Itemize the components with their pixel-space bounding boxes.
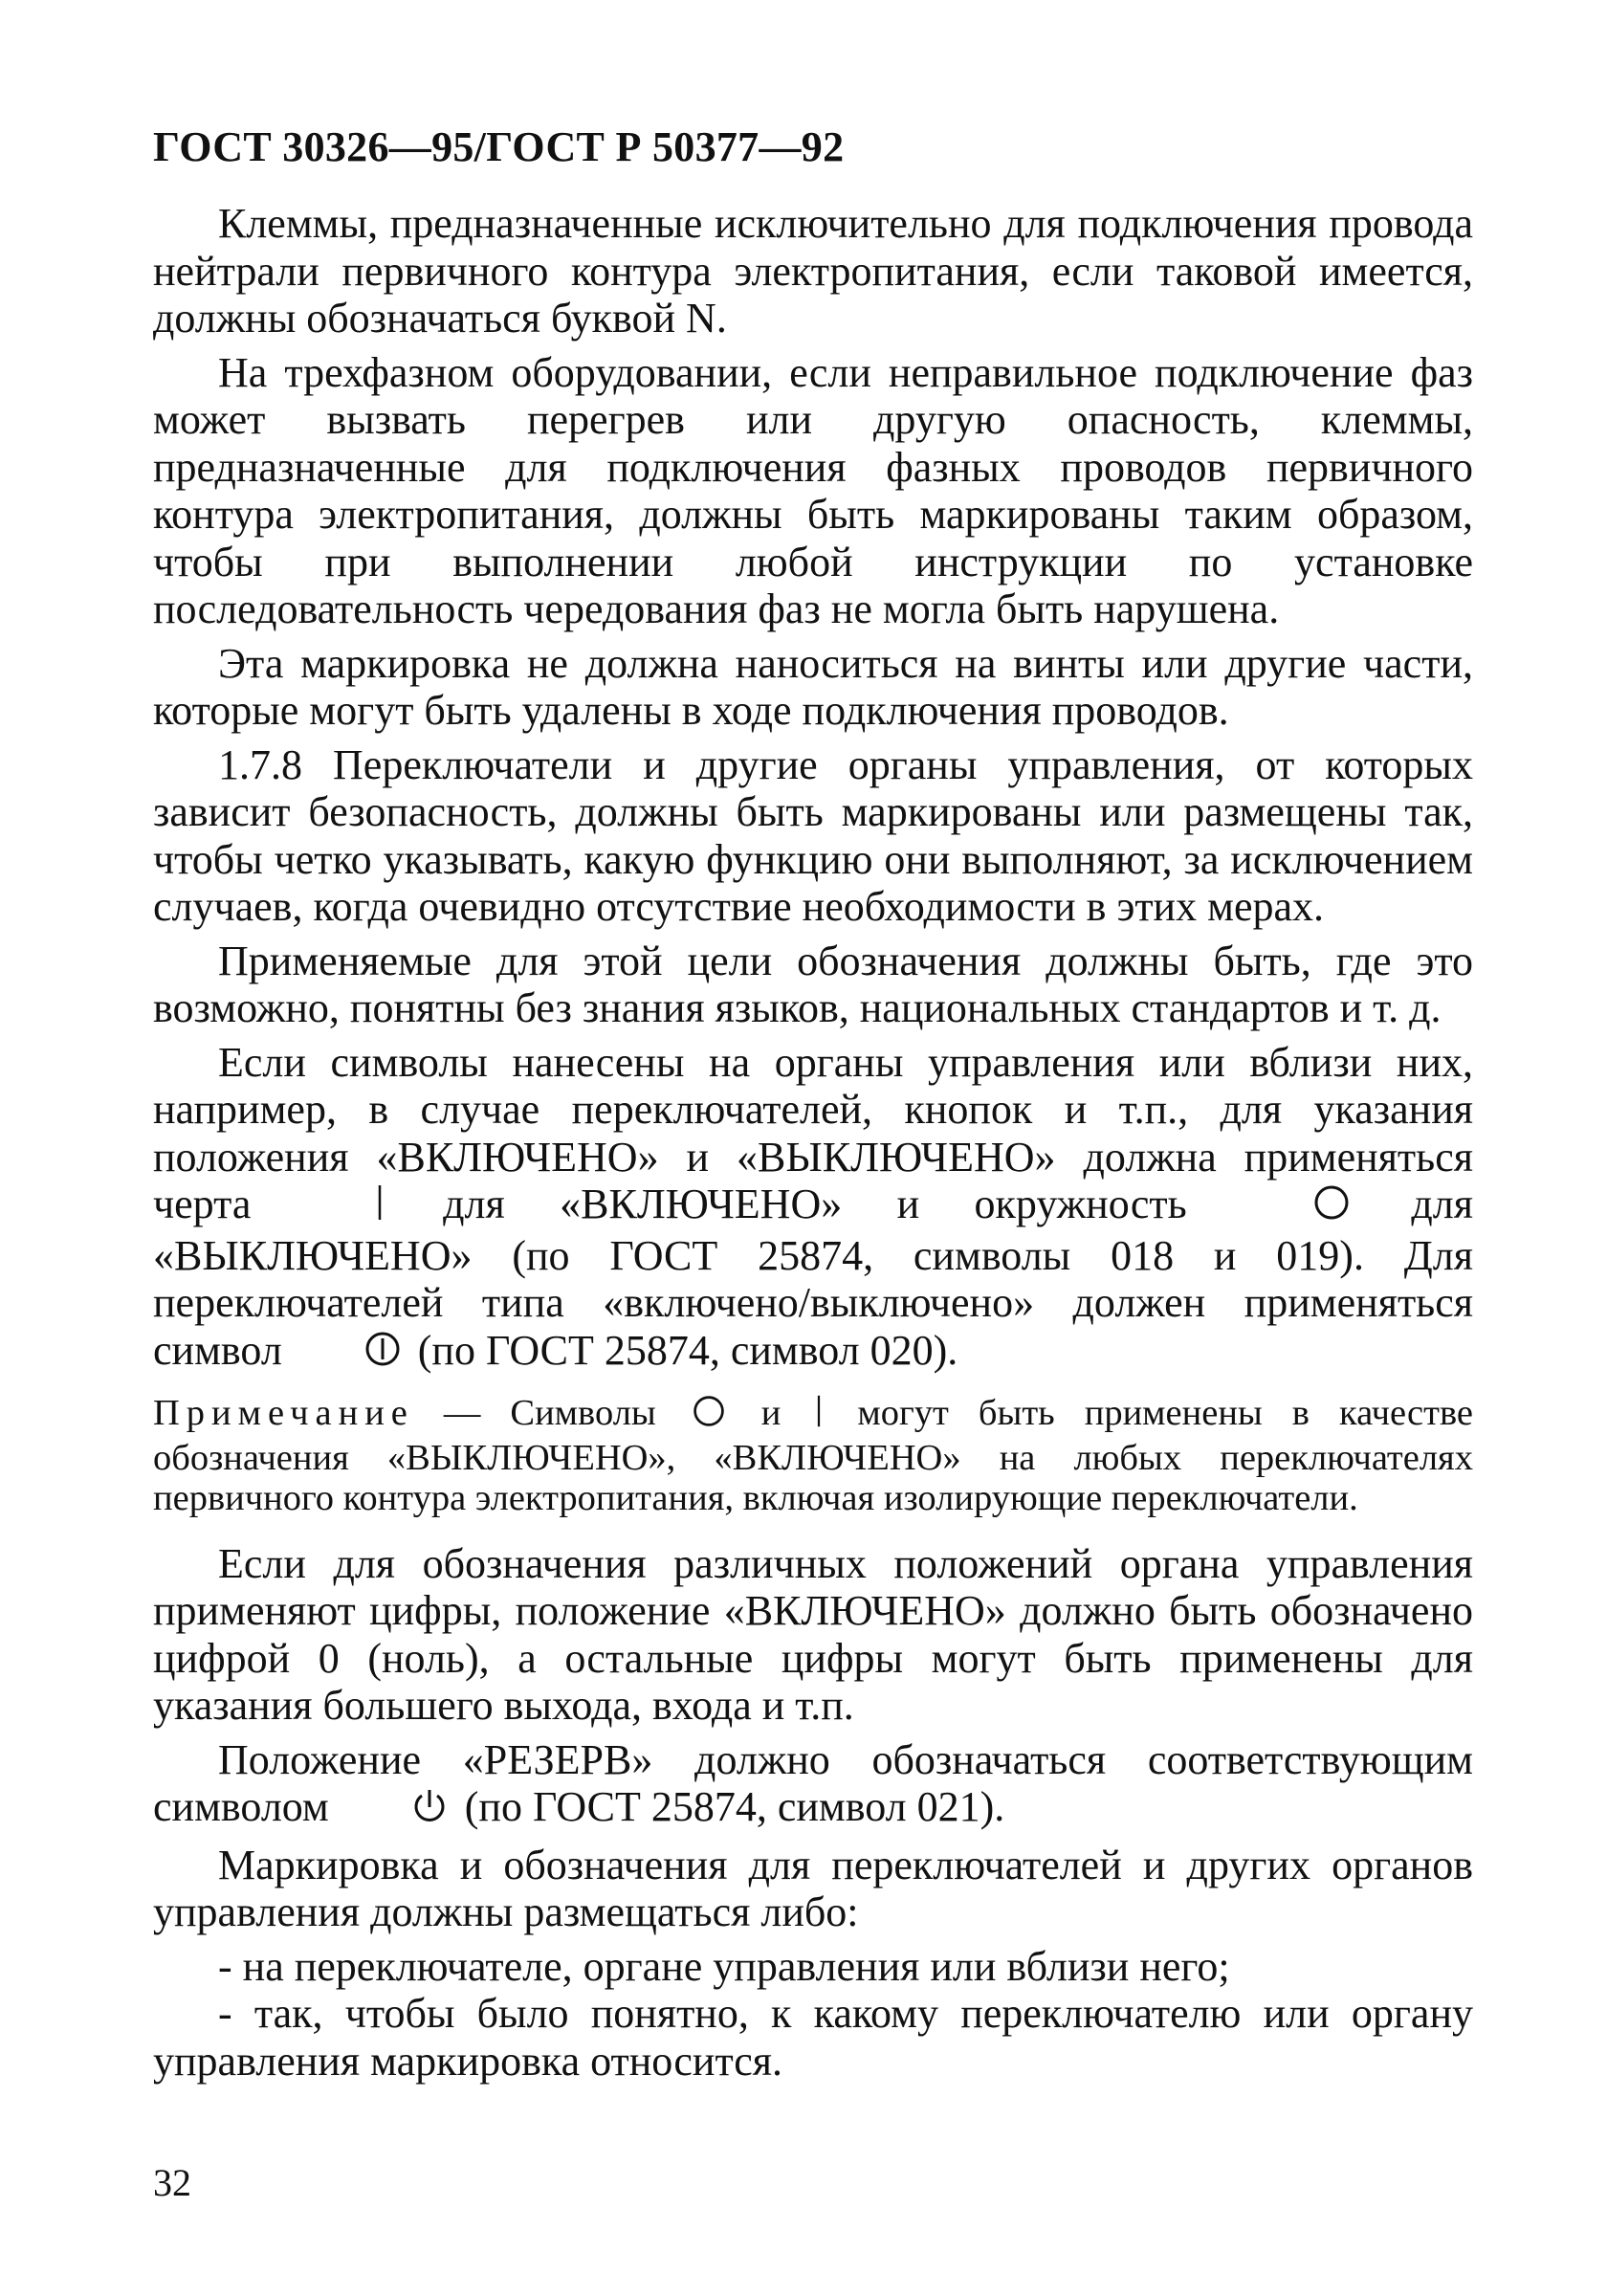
document-header: ГОСТ 30326—95/ГОСТ Р 50377—92 [153,123,845,170]
paragraph-1-7-8: 1.7.8 Переключатели и другие органы управления, от которых зависит безопасность, должны быть маркированы или размещены так, чтобы четко указывать, какую функцию они выполняют, за исключением случаев, когда очевидно отсутствие необходимости в этих мерах. [153,740,1473,930]
note-text-3: могут быть применены в качестве обозначения «ВЫКЛЮЧЕНО», «ВКЛЮЧЕНО» на любых переключателях первичного контура электропитания, включая изолирующие переключатели. [153,1393,1473,1518]
note-label: Примечание [153,1393,414,1433]
note-text-1: — Символы [443,1393,656,1433]
off-circle-icon [692,1394,726,1438]
list-item: - на переключателе, органе управления или вблизи него; [218,1942,1230,1990]
paragraph-symbols-text-1: Если символы нанесены на органы управления или вблизи них, например, в случае переключателей, кнопок и т.п., для указания положения «ВКЛЮЧЕНО» и «ВЫКЛЮЧЕНО» должна применяться черта [153,1038,1473,1227]
paragraph-standby-text-1: Положение «РЕЗЕРВ» должно обозначаться соответствующим символом [153,1735,1473,1830]
note-text-2: и [760,1393,781,1433]
document-page [153,122,1473,2085]
on-off-icon [298,1330,402,1379]
list-item: - так, чтобы было понятно, к какому переключателю или органу управления маркировка относится. [153,1990,1473,2085]
page-number: 32 [153,2161,191,2204]
paragraph-standby [153,1736,1473,1835]
on-line-icon [312,1183,383,1232]
paragraph-symbols-text-4: (по ГОСТ 25874, символ 020). [417,1326,958,1374]
paragraph-symbols-text-3: для «ВЫКЛЮЧЕНО» (по ГОСТ 25874, символы 018 и 019). Для переключателей типа «включено/выключено» должен применяться символ [153,1181,1474,1374]
off-circle-icon [1247,1183,1351,1232]
paragraph-digits: Если для обозначения различных положений органа управления применяют цифры, положение «ВКЛЮЧЕНО» должно быть обозначено цифрой 0 (ноль), а остальные цифры могут быть применены для указания большего выхода, входа и т.п. [153,1539,1473,1729]
note-block [153,1393,1473,1519]
paragraph-standby-text-2: (по ГОСТ 25874, символ 021). [464,1783,1005,1830]
paragraph-symbols [153,1039,1473,1379]
paragraph-three-phase: На трехфазном оборудовании, если неправильное подключение фаз может вызвать перегрев или другую опасность, клеммы, предназначенные для подключения фазных проводов первичного контура электропитания, должны быть маркированы таким образом, чтобы при выполнении любой инструкции по установке последовательность чередования фаз не могла быть нарушена. [153,348,1473,632]
paragraph-symbols-text-2: для «ВКЛЮЧЕНО» и окружность [443,1181,1187,1227]
paragraph-placement: Маркировка и обозначения для переключателей и других органов управления должны размещаться либо: [153,1841,1473,1935]
paragraph-marking-screws: Эта маркировка не должна наноситься на винты или другие части, которые могут быть удалены в ходе подключения проводов. [153,639,1473,734]
on-line-icon [816,1394,822,1438]
standby-icon [345,1786,449,1835]
paragraph-neutral-terminals: Клеммы, предназначенные исключительно для подключения провода нейтрали первичного контура электропитания, если таковой имеется, должны обозначаться буквой N. [153,200,1473,342]
paragraph-designations: Применяемые для этой цели обозначения должны быть, где это возможно, понятны без знания языков, национальных стандартов и т. д. [153,937,1473,1031]
